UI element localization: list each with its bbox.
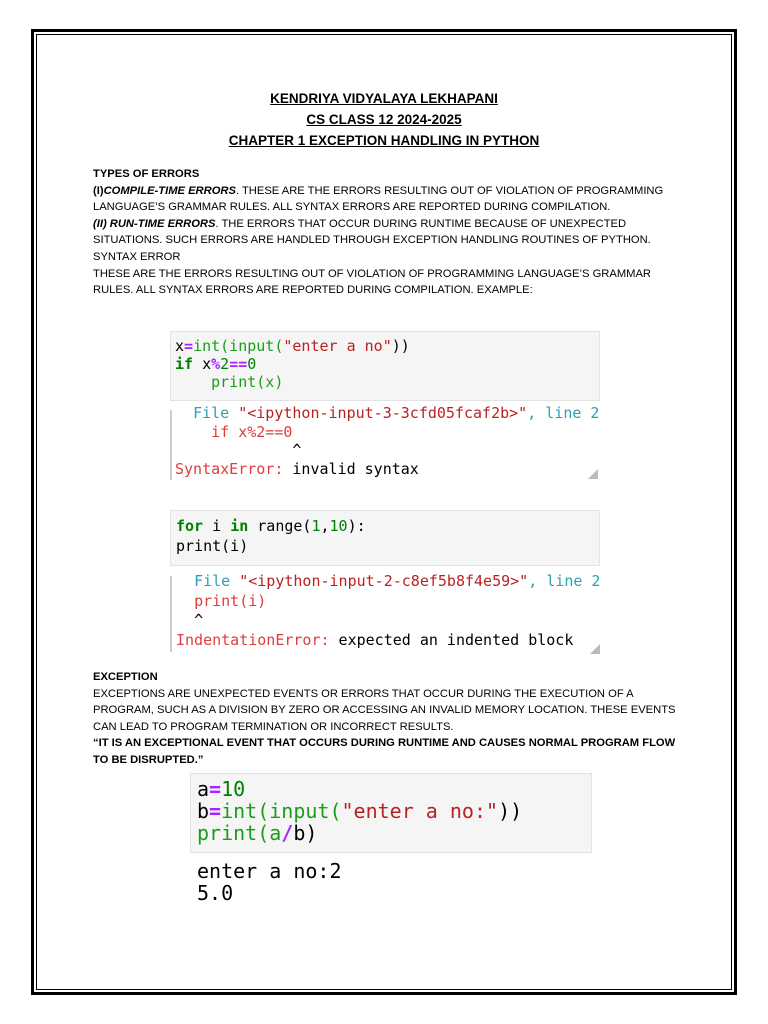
code3-eq2: = (209, 799, 222, 823)
code-cell-1-output (175, 404, 599, 478)
errors-section (93, 166, 683, 299)
out2-err-msg: expected an indented block (329, 630, 574, 649)
compile-prefix: (I) (93, 184, 104, 197)
code-cell-1-source (175, 337, 410, 391)
exception-heading: EXCEPTION (93, 671, 158, 683)
compile-label: COMPILE-TIME ERRORS (103, 184, 236, 197)
out1-err-name: SyntaxError: (175, 459, 284, 478)
code-cell-2-source (176, 516, 366, 556)
code-cell-2-output (176, 572, 600, 650)
code1-if: if (175, 355, 194, 373)
code2-print: print(i) (176, 537, 249, 555)
code1-var: x (175, 337, 185, 355)
out2-line: , line 2 (528, 572, 601, 590)
code2-n10: 10 (329, 517, 348, 535)
resize-grip-icon-2 (590, 644, 600, 654)
runtime-text: . THE ERRORS THAT OCCUR DURING RUNTIME BECAUSE OF UNEXPECTED SITUATIONS. SUCH ERRORS ARE HANDLED THROUGH EXCEPTION HANDLING ROUTINES OF PYTHON. (93, 217, 651, 247)
code1-n0: 0 (247, 355, 257, 373)
code3-end2: b) (293, 821, 318, 845)
out2-caret: ^ (194, 611, 204, 629)
code3-end: )) (498, 799, 523, 823)
out2-src: print(i) (194, 591, 267, 610)
out2-path: "<ipython-input-2-c8ef5b8f4e59>" (239, 572, 529, 590)
school-title: KENDRIYA VIDYALAYA LEKHAPANI (270, 91, 498, 106)
exception-text: EXCEPTIONS ARE UNEXPECTED EVENTS OR ERRORS THAT OCCUR DURING THE EXECUTION OF A PROGRAM, SUCH AS A DIVISION BY ZERO OR ACCESSING AN INVALID MEMORY LOCATION. THESE EVENTS CAN LEAD TO PROGRAM TERMINATION OR INCORRECT RESULTS. (93, 687, 676, 733)
out2-file: File (194, 572, 240, 590)
chapter-title: CHAPTER 1 EXCEPTION HANDLING IN PYTHON (228, 133, 540, 148)
code3-ten: 10 (221, 777, 246, 801)
out2-err-name: IndentationError: (176, 630, 330, 649)
out1-err-msg: invalid syntax (283, 459, 419, 478)
runtime-label: (II) RUN-TIME ERRORS (93, 217, 216, 230)
syntax-heading: SYNTAX ERROR (93, 250, 181, 263)
code1-print: print(x) (175, 373, 284, 391)
code3-b: b (197, 799, 210, 823)
out1-line: , line 2 (527, 404, 600, 422)
out1-file: File (193, 404, 239, 422)
resize-grip-icon (588, 469, 598, 479)
code2-comma: , (320, 517, 330, 535)
document-header (0, 88, 768, 151)
code2-for: for (176, 517, 204, 535)
out1-caret: ^ (292, 441, 302, 459)
code1-str: "enter a no" (283, 337, 392, 355)
out1-path: "<ipython-input-3-3cfd05fcaf2b>" (238, 404, 528, 422)
out3-line2: 5.0 (197, 881, 234, 905)
code1-x: x (193, 355, 212, 373)
code3-print: print(a (197, 821, 282, 845)
code2-i: i (203, 517, 231, 535)
output-1-bar (170, 410, 172, 480)
compile-text: . THESE ARE THE ERRORS RESULTING OUT OF VIOLATION OF PROGRAMMING LANGUAGE’S GRAMMAR RULES. ALL SYNTAX ERRORS ARE REPORTED DURING COMPILATION. (93, 184, 664, 214)
out1-src: if x%2==0 (211, 422, 293, 441)
code-cell-3-source (197, 778, 522, 844)
code1-fn: int(input( (193, 337, 284, 355)
code3-str: "enter a no:" (341, 799, 499, 823)
class-title: CS CLASS 12 2024-2025 (306, 112, 462, 127)
code1-n2: 2 (220, 355, 230, 373)
code3-eq1: = (209, 777, 222, 801)
exception-section (93, 669, 683, 769)
code2-n1: 1 (311, 517, 321, 535)
code1-eqeq: == (229, 355, 248, 373)
code2-close: ): (347, 517, 366, 535)
output-2-bar (170, 576, 172, 652)
code-cell-3-output (197, 860, 342, 904)
out3-line1: enter a no:2 (197, 859, 342, 883)
compile-paragraph (93, 183, 683, 216)
code2-range: range( (248, 517, 312, 535)
code3-a: a (197, 777, 210, 801)
code2-in: in (230, 517, 249, 535)
code3-div: / (281, 821, 294, 845)
exception-quote: “IT IS AN EXCEPTIONAL EVENT THAT OCCURS DURING RUNTIME AND CAUSES NORMAL PROGRAM FLOW TO BE DISRUPTED.” (93, 737, 676, 766)
types-heading: TYPES OF ERRORS (93, 168, 200, 180)
code1-mod: % (211, 355, 221, 373)
syntax-text: THESE ARE THE ERRORS RESULTING OUT OF VIOLATION OF PROGRAMMING LANGUAGE’S GRAMMAR RULES. ALL SYNTAX ERRORS ARE REPORTED DURING COMPILATION. EXAMPLE: (93, 267, 651, 297)
code3-fn: int(input( (221, 799, 342, 823)
code1-end: )) (391, 337, 410, 355)
code1-eq: = (184, 337, 194, 355)
runtime-paragraph (93, 216, 683, 249)
